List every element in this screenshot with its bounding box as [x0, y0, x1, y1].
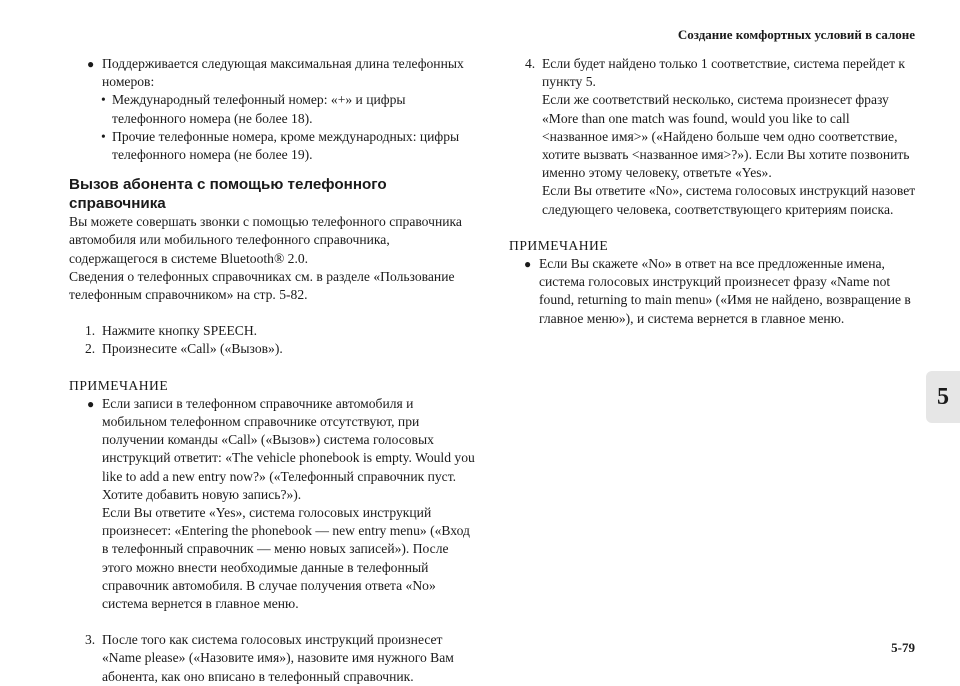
step-number: 4. — [525, 56, 536, 71]
chapter-number: 5 — [937, 383, 949, 410]
note-bullet-paragraph-2: Если Вы ответите «Yes», система голосовых инструкций произнесет: «Entering the phonebook — new entry menu» («Вход в телефонный справочник — меню новых записей»). После этого можно внести необходимые данные в телефонный справочник автомобиля. В случае получения ответа «No» система вернется в главное меню. — [102, 505, 470, 612]
intro-paragraph-1: Вы можете совершать звонки с помощью телефонного справочника автомобиля или мобильного телефонного справочника, содержащегося в системе Bluetooth® 2.0. — [69, 214, 462, 266]
note-label: ПРИМЕЧАНИЕ — [509, 237, 609, 253]
step-4-paragraph-1: Если будет найдено только 1 соответствие, система перейдет к пункту 5. — [542, 56, 906, 90]
step-4-paragraph-3: Если Вы ответите «No», система голосовых инструкций назовет следующего человека, соответствующего критериям поиска. — [542, 183, 916, 217]
bullet-icon: ● — [87, 57, 95, 71]
intro-paragraph-2: Сведения о телефонных справочниках см. в разделе «Пользование телефонным справочником» на стр. 5-82. — [69, 268, 455, 303]
running-title: Создание комфортных условий в салоне — [677, 27, 915, 42]
left-column — [69, 55, 479, 686]
step-number: 3. — [85, 632, 96, 648]
intro-bullet-text: Поддерживается следующая максимальная длина телефонных номеров: — [102, 56, 464, 90]
step-number: 2. — [85, 341, 96, 357]
intro-bullet-item — [69, 55, 479, 91]
sub-item-text: Прочие телефонные номера, кроме международных: цифры телефонного номера (не более 19). — [112, 128, 460, 163]
note-bullet-item — [69, 395, 479, 613]
section-title: Вызов абонента с помощью телефонного справочника — [69, 176, 387, 213]
note-bullet-item — [509, 255, 919, 328]
sub-bullet-icon: • — [101, 128, 106, 144]
step-2 — [69, 340, 479, 358]
note-label: ПРИМЕЧАНИЕ — [69, 377, 169, 393]
note-bullet-paragraph-1: Если записи в телефонном справочнике автомобиля и мобильном телефонном справочнике отсутствуют, при получении команды «Call» («Вызов») система голосовых инструкций ответит: «The vehicle phonebook is empty. Would you like to add a new entry now?» («Телефонный справочник пуст. Хотите добавить новую запись?»). — [102, 395, 475, 502]
page-number: 5-79 — [891, 640, 915, 655]
step-4 — [509, 55, 919, 219]
step-3 — [69, 631, 479, 686]
note-bullet-text: Если Вы скажете «No» в ответ на все предложенные имена, система голосовых инструкций произнесет фразу «Name not found, returning to main menu» («Имя не найдено, возвращение в главное меню»), и система вернется в главное меню. — [539, 256, 911, 326]
bullet-icon: ● — [524, 257, 532, 272]
sub-bullet-icon: • — [101, 92, 106, 108]
step-text: Нажмите кнопку SPEECH. — [102, 323, 258, 339]
step-4-paragraph-2: Если же соответствий несколько, система произнесет фразу «More than one match was found, would you like to call <названное имя>» («Найдено больше чем одно соответствие, хотите вызвать <названное имя>?»). Если Вы хотите позвонить именно этому человеку, ответьте «Yes». — [542, 92, 910, 181]
right-column — [509, 55, 919, 328]
sub-item-text: Международный телефонный номер: «+» и цифры телефонного номера (не более 18). — [112, 92, 406, 126]
chapter-tab — [926, 371, 960, 423]
step-1 — [69, 322, 479, 340]
bullet-icon: ● — [87, 396, 95, 411]
step-text: После того как система голосовых инструкций произнесет «Name please» («Назовите имя»), назовите имя нужного Вам абонента, как оно вписано в телефонный справочник. — [102, 632, 454, 684]
sub-item-other — [69, 128, 479, 164]
step-number: 1. — [85, 323, 96, 339]
step-text: Произнесите «Call» («Вызов»). — [102, 341, 283, 357]
sub-item-international — [69, 91, 479, 127]
